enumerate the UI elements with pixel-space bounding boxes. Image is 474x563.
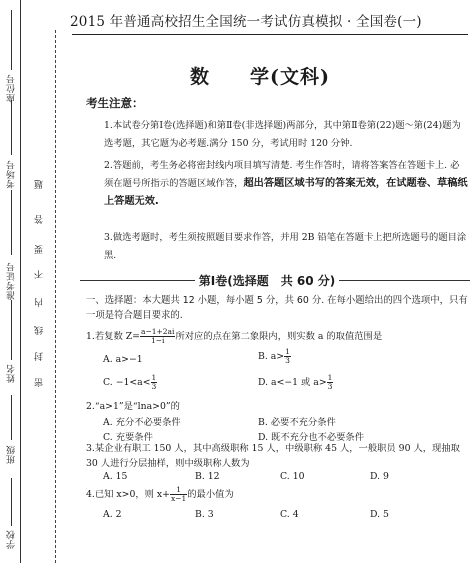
q1-stem-a: 1.若复数 Z=	[86, 331, 140, 342]
note-2-emphasis: 超出答题区域书写的答案无效，在试题卷、草稿纸上答题无效.	[104, 178, 468, 207]
q2-option-b: B. 必要不充分条件	[258, 417, 336, 428]
q4-option-d: D. 5	[370, 509, 389, 520]
admission-number-underline	[11, 190, 12, 255]
q1-option-a: A. a>−1	[103, 354, 143, 365]
note-1: 1.本试卷分第Ⅰ卷(选择题)和第Ⅱ卷(非选择题)两部分，其中第Ⅱ卷第(22)题～第(24)题为选考题，其它题为必考题.满分 150 分，考试用时 120 分钟.	[104, 120, 461, 149]
label-school: 学校	[7, 530, 17, 549]
q1-option-b-text: B. a>	[258, 351, 285, 362]
q4-fraction	[170, 486, 187, 503]
label-class: 班级	[7, 445, 17, 464]
q4-option-a: A. 2	[103, 509, 122, 520]
seal-char: 密	[35, 378, 45, 387]
q1-frac-den: 1−i	[150, 336, 165, 345]
q1-frac-num: a−1+2ai	[140, 327, 175, 336]
q1-option-d-text: D. a<−1 或 a>	[258, 377, 327, 388]
q1-option-d-frac	[327, 374, 334, 391]
q1-option-c	[103, 374, 157, 391]
subject-title: 数 学(文科)	[190, 66, 330, 88]
label-admission-number: 准考证号	[7, 262, 17, 300]
q1-option-b-frac	[284, 348, 291, 365]
question-2-stem: 2.“a>1”是“lna>0”的	[86, 401, 180, 412]
question-4-stem	[86, 486, 468, 503]
seal-char: 封	[35, 352, 45, 361]
seal-char: 不	[35, 270, 45, 279]
frac-num: 1	[285, 347, 290, 356]
q2-option-d: D. 既不充分也不必要条件	[258, 432, 365, 443]
q1-option-c-text: C. −1<a<	[103, 377, 151, 388]
frac-den: x−1	[170, 494, 187, 503]
note-2	[104, 157, 468, 211]
section-title-wrap	[0, 272, 474, 289]
q3-option-d: D. 9	[370, 471, 389, 482]
q3-option-a: A. 15	[103, 471, 128, 482]
seal-char: 要	[35, 245, 45, 254]
label-name: 姓名	[7, 364, 17, 383]
q1-fraction	[140, 328, 175, 345]
frac-num: 1	[327, 373, 333, 382]
q1-option-d	[258, 374, 333, 391]
label-exam-room: 考场号	[7, 160, 17, 189]
section-title: 第Ⅰ卷(选择题 共 60 分)	[195, 274, 340, 288]
seal-char: 线	[35, 326, 45, 335]
question-3-stem: 3.某企业有职工 150 人，其中高级职称 15 人，中级职称 45 人，一般职员 90 人，现抽取 30 人进行分层抽样，则中级职称人数为	[86, 443, 460, 469]
q4-stem-a: 4.已知 x>0，则 x+	[86, 489, 170, 500]
exam-room-underline	[11, 100, 12, 155]
q4-option-b: B. 3	[195, 509, 214, 520]
class-underline	[11, 395, 12, 440]
frac-num: 1	[151, 373, 157, 382]
notes-heading: 考生注意：	[86, 96, 144, 110]
q1-option-c-frac	[151, 374, 158, 391]
part1-intro: 一、选择题：本大题共 12 小题，每小题 5 分，共 60 分. 在每小题给出的四个选项中，只有一项是符合题目要求的.	[86, 295, 468, 321]
header-rule	[72, 34, 468, 35]
q1-stem-b: 所对应的点在第二象限内，则实数 a 的取值范围是	[175, 331, 383, 342]
frac-den: 3	[151, 382, 157, 391]
seat-number-underline	[11, 10, 12, 70]
seal-line	[55, 30, 56, 563]
frac-den: 3	[285, 356, 290, 365]
q4-option-c: C. 4	[280, 509, 299, 520]
seal-char: 内	[35, 298, 45, 307]
name-underline	[11, 300, 12, 360]
q1-option-b	[258, 348, 291, 365]
seal-char: 答	[35, 215, 45, 224]
frac-num: 1	[170, 486, 187, 495]
q3-option-b: B. 12	[195, 471, 220, 482]
q2-option-c: C. 充要条件	[103, 432, 153, 443]
q2-option-a: A. 充分不必要条件	[103, 417, 181, 428]
school-underline	[11, 478, 12, 526]
q4-stem-b: 的最小值为	[187, 489, 234, 500]
q3-option-c: C. 10	[280, 471, 305, 482]
seal-char: 题	[35, 180, 45, 189]
frac-den: 3	[327, 382, 333, 391]
note-3: 3.做选考题时，考生须按照题目要求作答，并用 2B 铅笔在答题卡上把所选题号的题目涂黑.	[104, 232, 467, 261]
note-2-text: 2.答题前，考生务必将密封线内项目填写清楚. 考生作答时，请将答案答在答题卡上. 必须在题号所指示的答题区域作答，	[104, 160, 460, 189]
question-1-stem	[86, 328, 468, 345]
exam-header-title: 2015 年普通高校招生全国统一考试仿真模拟 · 全国卷(一)	[70, 14, 422, 30]
label-seat-number: 座位号	[7, 74, 17, 103]
